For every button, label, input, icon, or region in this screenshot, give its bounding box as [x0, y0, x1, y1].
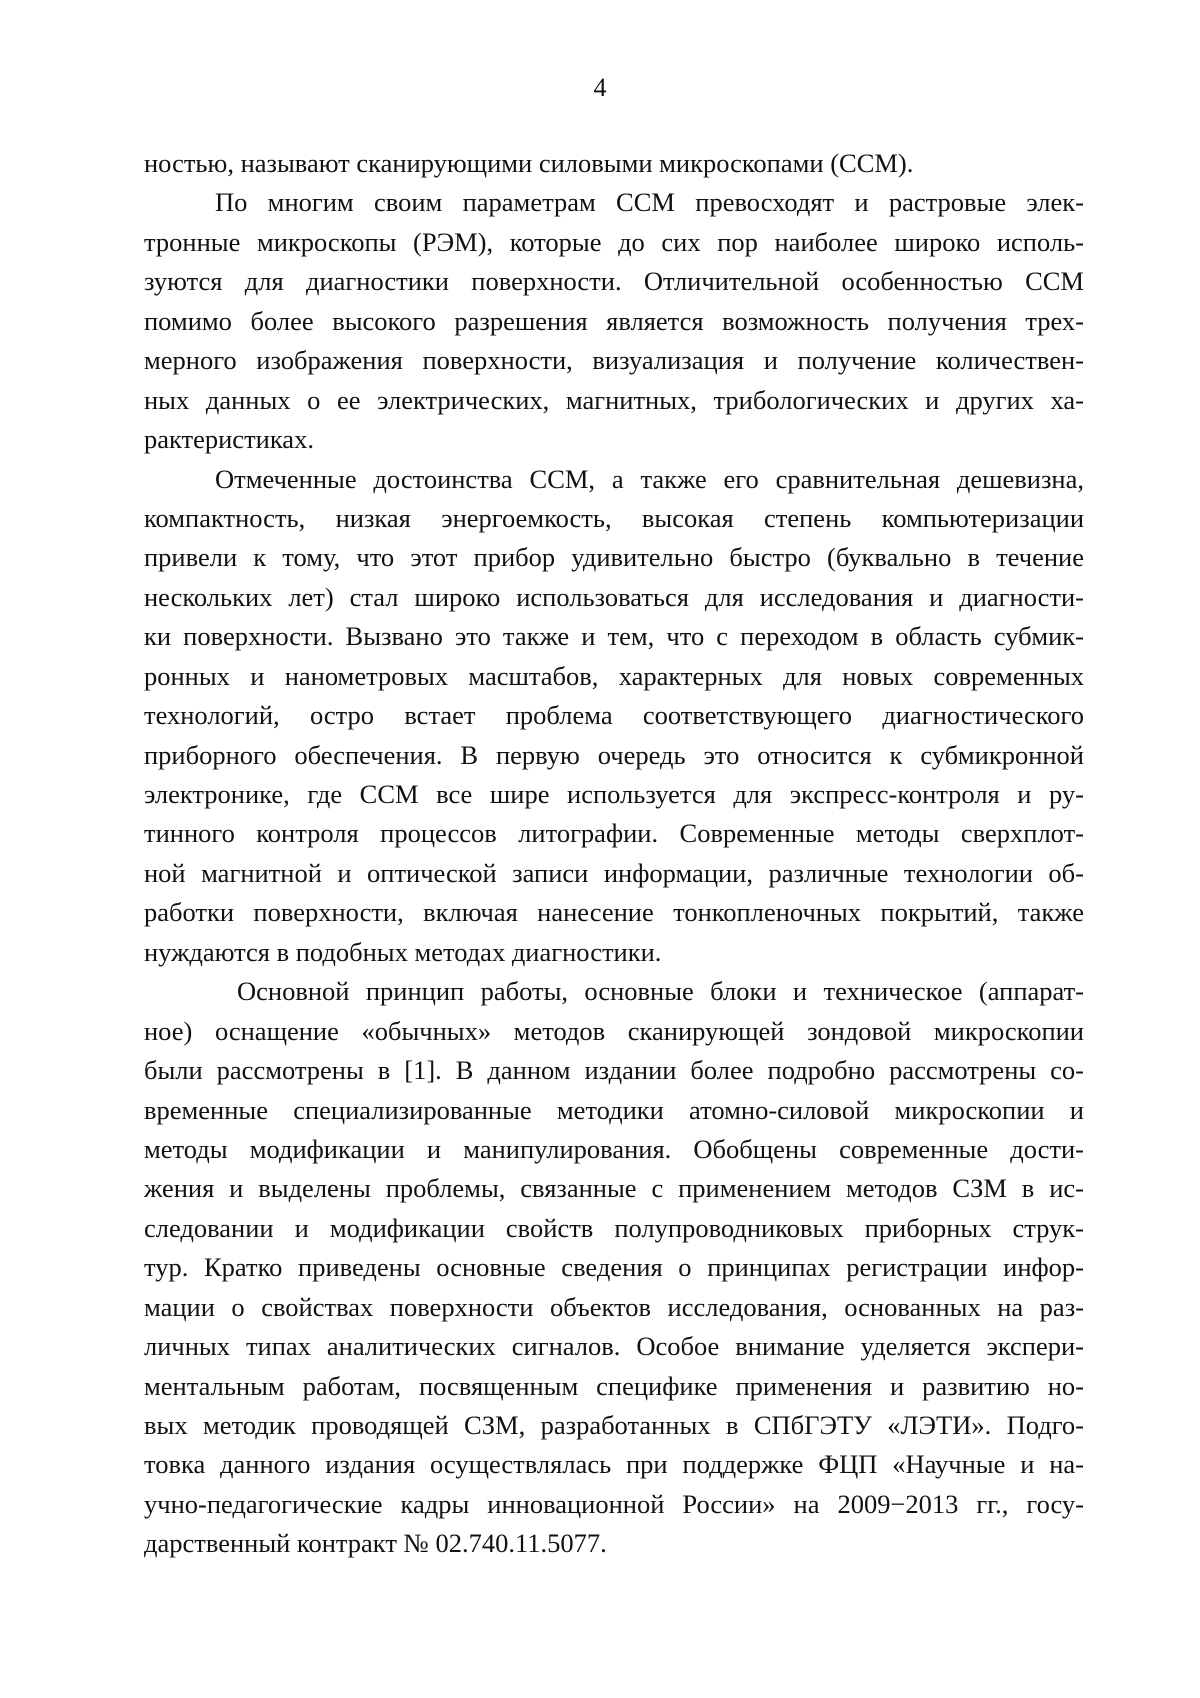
text-line: электронике, где ССМ все шире используется для экспресс-контроля и ру-	[144, 779, 1084, 809]
text-line: мации о свойствах поверхности объектов исследования, основанных на раз-	[144, 1291, 1084, 1322]
text-line: тур. Кратко приведены основные сведения о принципах регистрации инфор-	[144, 1252, 1084, 1283]
text-line: Отмеченные достоинства ССМ, а также его сравнительная дешевизна,	[215, 463, 1084, 494]
body-text	[144, 144, 1084, 1564]
text-line: ных данных о ее электрических, магнитных, трибологических и других ха-	[144, 384, 1084, 415]
text-line: учно-педагогические кадры инновационной России» на 2009−2013 гг., госу-	[144, 1488, 1084, 1519]
text-line: были рассмотрены в [1]. В данном издании более подробно рассмотрены со-	[144, 1055, 1084, 1086]
text-line: следовании и модификации свойств полупроводниковых приборных струк-	[144, 1212, 1084, 1243]
text-line: технологий, остро встает проблема соответствующего диагностического	[144, 700, 1084, 731]
text-line: ной магнитной и оптической записи информации, различные технологии об-	[144, 857, 1084, 888]
text-line: методы модификации и манипулирования. Обобщены современные дости-	[144, 1133, 1084, 1164]
text-line: ментальным работам, посвященным специфике применения и развитию но-	[144, 1370, 1084, 1401]
text-line: Основной принцип работы, основные блоки и техническое (аппарат-	[237, 976, 1084, 1007]
text-line: компактность, низкая энергоемкость, высокая степень компьютеризации	[144, 502, 1084, 533]
text-line: ки поверхности. Вызвано это также и тем, что с переходом в область субмик-	[144, 621, 1084, 652]
text-line: товка данного издания осуществлялась при поддержке ФЦП «Научные и на-	[144, 1449, 1084, 1480]
text-line: личных типах аналитических сигналов. Особое внимание уделяется экспери-	[144, 1331, 1084, 1362]
text-line: вых методик проводящей СЗМ, разработанных в СПбГЭТУ «ЛЭТИ». Подго-	[144, 1410, 1084, 1440]
text-line: дарственный контракт № 02.740.11.5077.	[144, 1528, 607, 1559]
text-line: мерного изображения поверхности, визуализация и получение количествен-	[144, 345, 1084, 376]
text-line: ное) оснащение «обычных» методов сканирующей зондовой микроскопии	[144, 1015, 1084, 1046]
text-line: тронные микроскопы (РЭМ), которые до сих пор наиболее широко исполь-	[144, 226, 1084, 257]
text-line: работки поверхности, включая нанесение тонкопленочных покрытий, также	[144, 897, 1084, 928]
text-line: нескольких лет) стал широко использоваться для исследования и диагности-	[144, 581, 1084, 612]
text-line: тинного контроля процессов литографии. Современные методы сверхплот-	[144, 818, 1084, 849]
text-line: рактеристиках.	[144, 424, 314, 455]
text-line: нуждаются в подобных методах диагностики.	[144, 936, 662, 967]
text-line: приборного обеспечения. В первую очередь это относится к субмикронной	[144, 739, 1084, 770]
text-line: жения и выделены проблемы, связанные с применением методов СЗМ в ис-	[144, 1173, 1084, 1204]
text-line: привели к тому, что этот прибор удивительно быстро (буквально в течение	[144, 542, 1084, 573]
text-line: зуются для диагностики поверхности. Отличительной особенностью ССМ	[144, 266, 1084, 297]
text-line: временные специализированные методики атомно-силовой микроскопии и	[144, 1094, 1084, 1125]
page-number: 4	[593, 73, 607, 102]
text-line: ронных и нанометровых масштабов, характерных для новых современных	[144, 660, 1084, 691]
text-line: По многим своим параметрам ССМ превосходят и растровые элек-	[215, 187, 1084, 218]
text-line: ностью, называют сканирующими силовыми микроскопами (ССМ).	[144, 148, 914, 178]
text-line: помимо более высокого разрешения является возможность получения трех-	[144, 305, 1084, 336]
